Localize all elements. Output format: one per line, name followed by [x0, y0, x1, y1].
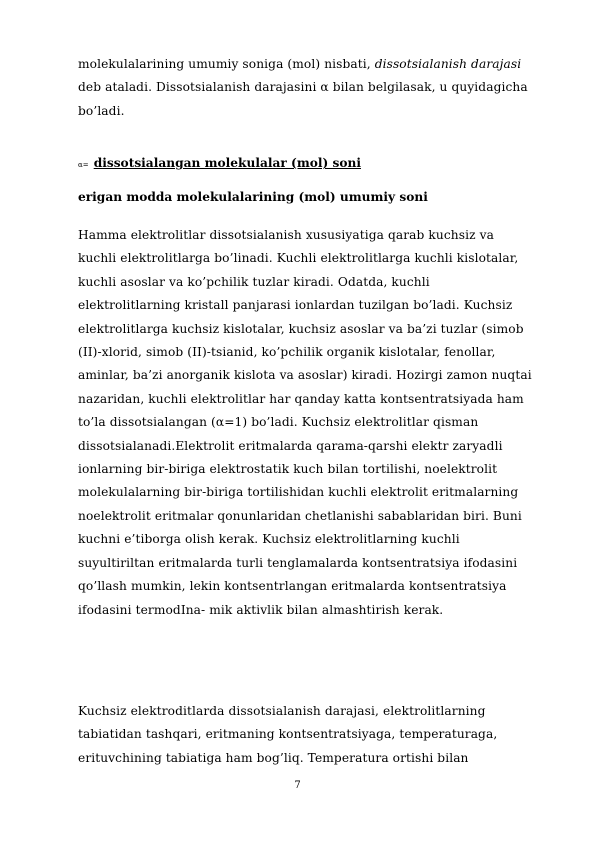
formula-numerator-row [78, 152, 361, 171]
formula-numerator: dissotsialangan molekulalar (mol) soni [93, 156, 361, 170]
italic-term: dissotsialanish darajasi [374, 57, 522, 71]
text-span: molekulalarining umumiy soniga (mol) nisbati, [78, 57, 375, 71]
formula-denominator: erigan modda molekulalarining (mol) umumiy soni [78, 190, 428, 204]
paragraph-line: deb ataladi. Dissotsialanish darajasini α bilan belgilasak, u quyidagicha [78, 80, 528, 95]
paragraph-line: erituvchining tabiatiga ham bog’liq. Temperatura ortishi bilan [78, 750, 469, 765]
paragraph-line: to’la dissotsialangan (α=1) bo’ladi. Kuchsiz elektrolitlar qisman [78, 415, 479, 430]
paragraph-line [78, 53, 593, 76]
paragraph-weak-electrolytes [78, 700, 593, 770]
paragraph-line: ionlarning bir-biriga elektrostatik kuch bilan tortilishi, noelektrolit [78, 462, 498, 477]
paragraph-line: Kuchsiz elektroditlarda dissotsialanish darajasi, elektrolitlarning [78, 704, 486, 718]
paragraph-line: elektrolitlarning kristall panjarasi ionlardan tuzilgan bo’ladi. Kuchsiz [78, 298, 513, 313]
paragraph-line: kuchli asoslar va ko’pchilik tuzlar kiradi. Odatda, kuchli [78, 274, 430, 289]
paragraph-line: molekulalarning bir-biriga tortilishidan kuchli elektrolit eritmalarning [78, 485, 519, 500]
formula-alpha: α= [78, 161, 89, 169]
paragraph-line: kuchli elektrolitlarga bo’linadi. Kuchli elektrolitlarga kuchli kislotalar, [78, 251, 519, 266]
paragraph-line: qo’llash mumkin, lekin kontsentrlangan eritmalarda kontsentratsiya [78, 579, 507, 594]
paragraph-line: aminlar, ba’zi anorganik kislota va asoslar) kiradi. Hozirgi zamon nuqtai [78, 368, 532, 383]
page-number: 7 [294, 780, 301, 791]
paragraph-intro [78, 53, 593, 123]
paragraph-line: kuchni e’tiborga olish kerak. Kuchsiz elektrolitlarning kuchli [78, 532, 460, 547]
paragraph-line: elektrolitlarga kuchsiz kislotalar, kuchsiz asoslar va ba’zi tuzlar (simob [78, 321, 524, 336]
paragraph-line: dissotsialanadi.Elektrolit eritmalarda qarama-qarshi elektr zaryadli [78, 438, 503, 453]
paragraph-electrolytes [78, 224, 593, 622]
paragraph-line: suyultiriltan eritmalarda turli tenglamalarda kontsentratsiya ifodasini [78, 555, 518, 570]
paragraph-line: bo’ladi. [78, 103, 125, 118]
paragraph-line: ifodasini termodInа- mik aktivlik bilan almashtirish kerak. [78, 602, 444, 617]
paragraph-line: noelektrolit eritmalar qonunlaridan chetlanishi sabablaridan biri. Buni [78, 508, 522, 523]
paragraph-line: Hamma elektrolitlar dissotsialanish xususiyatiga qarab kuchsiz va [78, 228, 494, 242]
paragraph-line: nazaridan, kuchli elektrolitlar har qanday katta kontsentratsiyada ham [78, 391, 524, 406]
paragraph-line: (II)-xlorid, simob (II)-tsianid, ko’pchilik organik kislotalar, fenollar, [78, 345, 496, 360]
paragraph-line: tabiatidan tashqari, eritmaning kontsentratsiyaga, temperaturaga, [78, 727, 498, 742]
